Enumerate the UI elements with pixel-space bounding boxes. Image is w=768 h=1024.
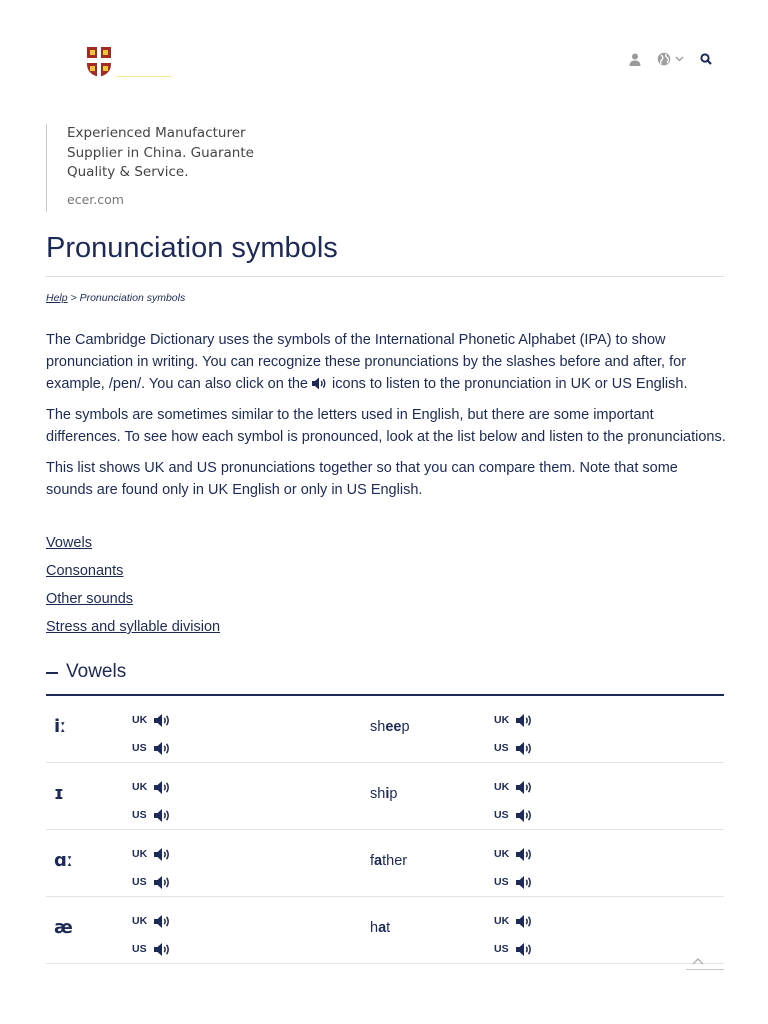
us-audio-button[interactable] xyxy=(494,801,554,829)
header-icons xyxy=(629,50,712,68)
audio-buttons xyxy=(494,773,554,829)
speaker-icon xyxy=(154,847,172,862)
us-audio-button[interactable] xyxy=(132,734,192,762)
vowels-table xyxy=(46,696,724,964)
speaker-icon xyxy=(154,780,172,795)
example-part: p xyxy=(401,719,410,735)
advertisement[interactable] xyxy=(46,124,286,212)
ipa-symbol: ɪ xyxy=(54,783,64,804)
page-title: Pronunciation symbols xyxy=(46,232,338,264)
breadcrumb-current: Pronunciation symbols xyxy=(79,292,186,304)
example-word xyxy=(370,853,407,869)
uk-label: UK xyxy=(494,714,510,726)
example-part: ther xyxy=(382,853,408,869)
uk-label: UK xyxy=(132,714,148,726)
collapse-icon xyxy=(46,672,58,674)
us-audio-button[interactable] xyxy=(132,868,192,896)
vowel-row xyxy=(46,897,724,964)
us-label: US xyxy=(132,809,147,821)
section-links xyxy=(46,534,220,646)
example-part: t xyxy=(386,920,391,936)
us-audio-button[interactable] xyxy=(132,935,192,963)
us-audio-button[interactable] xyxy=(494,868,554,896)
intro-text xyxy=(46,329,726,510)
audio-buttons xyxy=(494,907,554,963)
us-audio-button[interactable] xyxy=(494,935,554,963)
audio-buttons xyxy=(494,840,554,896)
speaker-icon xyxy=(516,780,534,795)
uk-audio-button[interactable] xyxy=(494,706,554,734)
toc-link-consonants[interactable]: Consonants xyxy=(46,563,124,579)
uk-audio-button[interactable] xyxy=(494,907,554,935)
us-label: US xyxy=(132,742,147,754)
intro-p1-start: The Cambridge Dictionary uses the symbols of the International Phonetic Alphabet (IPA) to show pronunciation in writing. You can recognize these pronunciations by the slashes before and after, for example, /pen/. You can also click on the xyxy=(46,332,687,392)
ipa-symbol: iː xyxy=(54,716,67,737)
logo-underline xyxy=(116,76,172,77)
example-part: sh xyxy=(370,786,386,802)
ad-source: ecer.com xyxy=(67,191,124,207)
vowel-row xyxy=(46,763,724,830)
us-label: US xyxy=(494,943,509,955)
globe-icon xyxy=(657,52,671,66)
chevron-down-icon xyxy=(675,56,684,62)
toc-link-vowels[interactable]: Vowels xyxy=(46,535,92,551)
uk-audio-button[interactable] xyxy=(494,773,554,801)
example-part: f xyxy=(370,853,375,869)
speaker-icon xyxy=(154,808,172,823)
example-highlight: a xyxy=(374,853,383,869)
us-audio-button[interactable] xyxy=(494,734,554,762)
ipa-symbol: æ xyxy=(54,917,73,938)
intro-p1-end: icons to listen to the pronunciation in UK or US English. xyxy=(328,376,688,392)
uk-label: UK xyxy=(494,781,510,793)
breadcrumb-separator: > xyxy=(67,292,80,304)
speaker-icon xyxy=(154,942,172,957)
example-word xyxy=(370,786,397,802)
speaker-icon xyxy=(154,875,172,890)
ad-line: Quality & Service. xyxy=(67,164,189,180)
audio-buttons xyxy=(132,706,192,762)
uk-audio-button[interactable] xyxy=(132,840,192,868)
audio-buttons xyxy=(132,907,192,963)
scroll-to-top-button[interactable] xyxy=(686,952,724,970)
site-header xyxy=(0,0,768,110)
speaker-icon xyxy=(154,914,172,929)
ad-line: Supplier in China. Guarante xyxy=(67,144,254,161)
toc-link-stress[interactable]: Stress and syllable division xyxy=(46,619,221,635)
uk-audio-button[interactable] xyxy=(132,907,192,935)
cambridge-logo[interactable] xyxy=(86,46,112,78)
speaker-icon xyxy=(516,713,534,728)
search-icon[interactable] xyxy=(700,53,712,65)
speaker-icon xyxy=(516,847,534,862)
uk-label: UK xyxy=(132,781,148,793)
language-selector[interactable] xyxy=(657,52,684,66)
example-part: p xyxy=(389,786,398,802)
speaker-icon xyxy=(312,377,328,390)
example-part: h xyxy=(370,920,379,936)
chevron-up-icon xyxy=(692,957,704,965)
uk-audio-button[interactable] xyxy=(132,706,192,734)
uk-label: UK xyxy=(494,915,510,927)
user-icon[interactable] xyxy=(629,53,641,66)
vowel-row xyxy=(46,696,724,763)
breadcrumb-help-link[interactable]: Help xyxy=(46,292,68,304)
speaker-icon xyxy=(516,942,534,957)
speaker-icon xyxy=(154,741,172,756)
us-label: US xyxy=(494,876,509,888)
example-highlight: i xyxy=(385,786,390,802)
speaker-icon xyxy=(516,808,534,823)
us-audio-button[interactable] xyxy=(132,801,192,829)
example-highlight: a xyxy=(378,920,387,936)
intro-paragraph xyxy=(46,329,726,395)
section-title: Vowels xyxy=(66,661,127,682)
toc-link-other-sounds[interactable]: Other sounds xyxy=(46,591,134,607)
speaker-icon xyxy=(154,713,172,728)
audio-buttons xyxy=(494,706,554,762)
example-word xyxy=(370,920,390,936)
us-label: US xyxy=(494,809,509,821)
example-word xyxy=(370,719,410,735)
speaker-icon xyxy=(516,875,534,890)
uk-label: UK xyxy=(132,915,148,927)
intro-paragraph: The symbols are sometimes similar to the letters used in English, but there are some important differences. To see how each symbol is pronounced, look at the list below and listen to the pronunciations. xyxy=(46,407,726,445)
vowels-section-toggle[interactable] xyxy=(46,660,724,696)
us-label: US xyxy=(132,876,147,888)
us-label: US xyxy=(494,742,509,754)
title-divider xyxy=(46,276,724,277)
audio-buttons xyxy=(132,840,192,896)
uk-label: UK xyxy=(494,848,510,860)
ipa-symbol: ɑː xyxy=(54,850,73,871)
ad-line: Experienced Manufacturer xyxy=(67,125,246,141)
speaker-icon xyxy=(516,741,534,756)
uk-audio-button[interactable] xyxy=(132,773,192,801)
speaker-icon xyxy=(516,914,534,929)
vowel-row xyxy=(46,830,724,897)
audio-buttons xyxy=(132,773,192,829)
example-highlight: ee xyxy=(385,719,402,735)
breadcrumb xyxy=(46,292,185,304)
uk-audio-button[interactable] xyxy=(494,840,554,868)
example-part: sh xyxy=(370,719,386,735)
uk-label: UK xyxy=(132,848,148,860)
us-label: US xyxy=(132,943,147,955)
intro-paragraph: This list shows UK and US pronunciations together so that you can compare them. Note that some sounds are found only in UK English or only in US English. xyxy=(46,460,678,498)
